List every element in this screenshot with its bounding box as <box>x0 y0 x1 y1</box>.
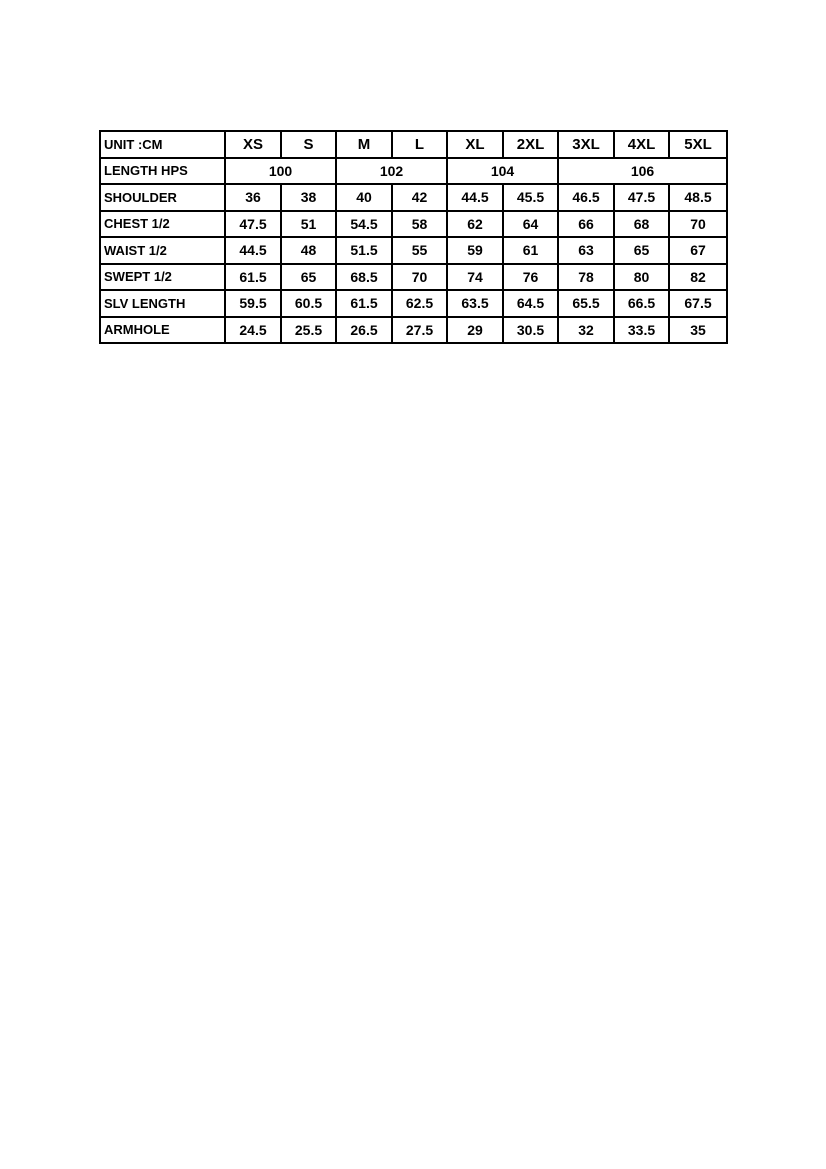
row-label: WAIST 1/2 <box>100 237 225 264</box>
measurement-cell: 25.5 <box>281 317 336 344</box>
header-row <box>100 131 727 158</box>
measurement-cell: 64 <box>503 211 558 238</box>
measurement-cell: 30.5 <box>503 317 558 344</box>
measurement-cell: 47.5 <box>225 211 281 238</box>
measurement-cell: 29 <box>447 317 503 344</box>
measurement-cell: 63 <box>558 237 614 264</box>
row-label: SWEPT 1/2 <box>100 264 225 291</box>
length-group-cell: 104 <box>447 158 558 185</box>
table-row <box>100 184 727 211</box>
measurement-cell: 64.5 <box>503 290 558 317</box>
table-row <box>100 264 727 291</box>
row-label: LENGTH HPS <box>100 158 225 185</box>
measurement-cell: 76 <box>503 264 558 291</box>
size-header: L <box>392 131 447 158</box>
measurement-cell: 48 <box>281 237 336 264</box>
measurement-cell: 51 <box>281 211 336 238</box>
size-header: M <box>336 131 392 158</box>
table-row <box>100 237 727 264</box>
length-group-cell: 100 <box>225 158 336 185</box>
measurement-cell: 27.5 <box>392 317 447 344</box>
measurement-cell: 70 <box>392 264 447 291</box>
measurement-cell: 26.5 <box>336 317 392 344</box>
size-header: S <box>281 131 336 158</box>
measurement-cell: 46.5 <box>558 184 614 211</box>
measurement-cell: 61.5 <box>336 290 392 317</box>
measurement-cell: 65 <box>281 264 336 291</box>
measurement-cell: 60.5 <box>281 290 336 317</box>
measurement-cell: 33.5 <box>614 317 669 344</box>
measurement-cell: 59.5 <box>225 290 281 317</box>
measurement-cell: 44.5 <box>447 184 503 211</box>
measurement-cell: 67.5 <box>669 290 727 317</box>
measurement-cell: 55 <box>392 237 447 264</box>
row-label: ARMHOLE <box>100 317 225 344</box>
measurement-cell: 70 <box>669 211 727 238</box>
measurement-cell: 58 <box>392 211 447 238</box>
measurement-cell: 78 <box>558 264 614 291</box>
measurement-cell: 66 <box>558 211 614 238</box>
measurement-cell: 65 <box>614 237 669 264</box>
row-label: SLV LENGTH <box>100 290 225 317</box>
unit-label: UNIT :CM <box>100 131 225 158</box>
row-label: CHEST 1/2 <box>100 211 225 238</box>
length-group-cell: 106 <box>558 158 727 185</box>
measurement-cell: 54.5 <box>336 211 392 238</box>
size-chart-table <box>99 130 728 344</box>
measurement-cell: 42 <box>392 184 447 211</box>
measurement-cell: 38 <box>281 184 336 211</box>
measurement-cell: 36 <box>225 184 281 211</box>
measurement-cell: 80 <box>614 264 669 291</box>
measurement-rows <box>100 184 727 343</box>
measurement-cell: 66.5 <box>614 290 669 317</box>
measurement-cell: 62.5 <box>392 290 447 317</box>
measurement-cell: 74 <box>447 264 503 291</box>
measurement-cell: 61.5 <box>225 264 281 291</box>
size-header: 4XL <box>614 131 669 158</box>
measurement-cell: 32 <box>558 317 614 344</box>
table-row <box>100 211 727 238</box>
measurement-cell: 51.5 <box>336 237 392 264</box>
measurement-cell: 62 <box>447 211 503 238</box>
table-row <box>100 317 727 344</box>
measurement-cell: 59 <box>447 237 503 264</box>
measurement-cell: 35 <box>669 317 727 344</box>
measurement-cell: 68.5 <box>336 264 392 291</box>
measurement-cell: 63.5 <box>447 290 503 317</box>
size-header: XL <box>447 131 503 158</box>
size-header: XS <box>225 131 281 158</box>
size-header: 3XL <box>558 131 614 158</box>
length-group-cell: 102 <box>336 158 447 185</box>
measurement-cell: 47.5 <box>614 184 669 211</box>
measurement-cell: 82 <box>669 264 727 291</box>
length-hps-row <box>100 158 727 185</box>
measurement-cell: 65.5 <box>558 290 614 317</box>
table-row <box>100 290 727 317</box>
row-label: SHOULDER <box>100 184 225 211</box>
measurement-cell: 68 <box>614 211 669 238</box>
measurement-cell: 40 <box>336 184 392 211</box>
measurement-cell: 24.5 <box>225 317 281 344</box>
measurement-cell: 67 <box>669 237 727 264</box>
measurement-cell: 61 <box>503 237 558 264</box>
measurement-cell: 45.5 <box>503 184 558 211</box>
size-header: 5XL <box>669 131 727 158</box>
measurement-cell: 48.5 <box>669 184 727 211</box>
measurement-cell: 44.5 <box>225 237 281 264</box>
size-header: 2XL <box>503 131 558 158</box>
